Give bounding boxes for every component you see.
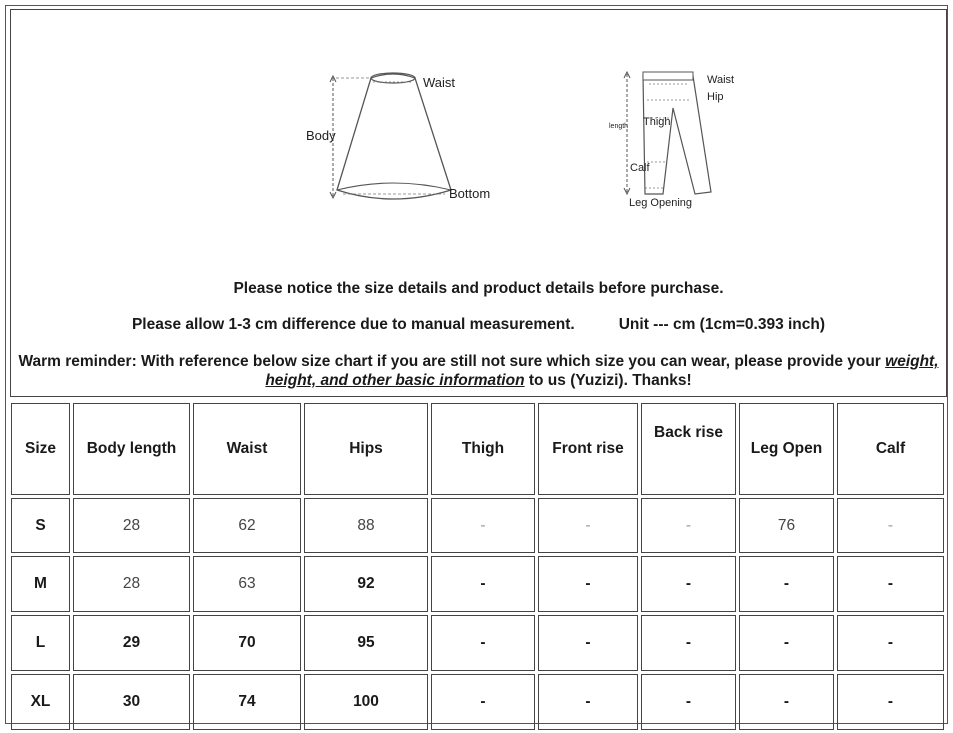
skirt-waist-label: Waist — [423, 75, 456, 90]
header-leg-open: Leg Open — [739, 403, 834, 495]
thigh-cell: - — [431, 674, 535, 730]
hips-cell: 100 — [304, 674, 428, 730]
front-rise-cell: - — [538, 615, 638, 671]
back-rise-cell: - — [641, 498, 736, 553]
measurement-tolerance-text: Please allow 1-3 cm difference due to manual measurement. — [131, 316, 575, 333]
pants-thigh-label: Thigh — [643, 116, 671, 128]
pants-calf-label: Calf — [630, 162, 650, 174]
reminder-suffix: to us (Yuzizi). Thanks! — [524, 372, 692, 389]
pants-diagram — [603, 62, 753, 232]
table-row — [11, 674, 944, 730]
front-rise-cell: - — [538, 674, 638, 730]
header-calf: Calf — [837, 403, 944, 495]
header-size: Size — [11, 403, 70, 495]
hips-cell: 95 — [304, 615, 428, 671]
size-cell: L — [11, 615, 70, 671]
unit-text: Unit --- cm (1cm=0.393 inch) — [618, 316, 826, 333]
leg-open-cell: - — [739, 556, 834, 612]
pants-hip-label: Hip — [707, 91, 724, 103]
header-back-rise: Back rise — [641, 403, 736, 495]
reminder-prefix: Warm reminder: With reference below size chart if you are still not sure which size you can wear, please provide your — [18, 353, 886, 370]
leg-open-cell: 76 — [739, 498, 834, 553]
hips-cell: 88 — [304, 498, 428, 553]
skirt-diagram — [293, 62, 513, 232]
body-length-cell: 30 — [73, 674, 190, 730]
back-rise-cell: - — [641, 674, 736, 730]
body-length-cell: 28 — [73, 556, 190, 612]
waist-cell: 70 — [193, 615, 301, 671]
skirt-body-label: Body — [306, 128, 336, 143]
size-chart-table — [8, 400, 947, 733]
size-cell: XL — [11, 674, 70, 730]
skirt-bottom-label: Bottom — [449, 186, 491, 201]
back-rise-cell: - — [641, 615, 736, 671]
pants-leg-opening-label: Leg Opening — [629, 197, 692, 209]
table-row — [11, 556, 944, 612]
size-cell: M — [11, 556, 70, 612]
notice-line-1: Please notice the size details and product details before purchase. — [233, 280, 724, 297]
leg-open-cell: - — [739, 674, 834, 730]
table-header-row — [11, 403, 944, 495]
calf-cell: - — [837, 556, 944, 612]
pants-length-label: length — [609, 123, 629, 130]
thigh-cell: - — [431, 556, 535, 612]
thigh-cell: - — [431, 615, 535, 671]
waist-cell: 74 — [193, 674, 301, 730]
reminder-emphasis: weight, height, and other basic information — [265, 353, 939, 389]
pants-waist-label: Waist — [707, 74, 735, 86]
header-waist: Waist — [193, 403, 301, 495]
leg-open-cell: - — [739, 615, 834, 671]
front-rise-cell: - — [538, 498, 638, 553]
thigh-cell: - — [431, 498, 535, 553]
back-rise-cell: - — [641, 556, 736, 612]
table-row — [11, 615, 944, 671]
info-panel — [10, 9, 947, 397]
size-cell: S — [11, 498, 70, 553]
calf-cell: - — [837, 498, 944, 553]
calf-cell: - — [837, 674, 944, 730]
body-length-cell: 28 — [73, 498, 190, 553]
header-body-length: Body length — [73, 403, 190, 495]
calf-cell: - — [837, 615, 944, 671]
header-hips: Hips — [304, 403, 428, 495]
hips-cell: 92 — [304, 556, 428, 612]
warm-reminder — [11, 352, 946, 390]
notice-line-2 — [11, 316, 946, 334]
table-row — [11, 498, 944, 553]
header-thigh: Thigh — [431, 403, 535, 495]
front-rise-cell: - — [538, 556, 638, 612]
body-length-cell: 29 — [73, 615, 190, 671]
header-front-rise: Front rise — [538, 403, 638, 495]
waist-cell: 62 — [193, 498, 301, 553]
waist-cell: 63 — [193, 556, 301, 612]
